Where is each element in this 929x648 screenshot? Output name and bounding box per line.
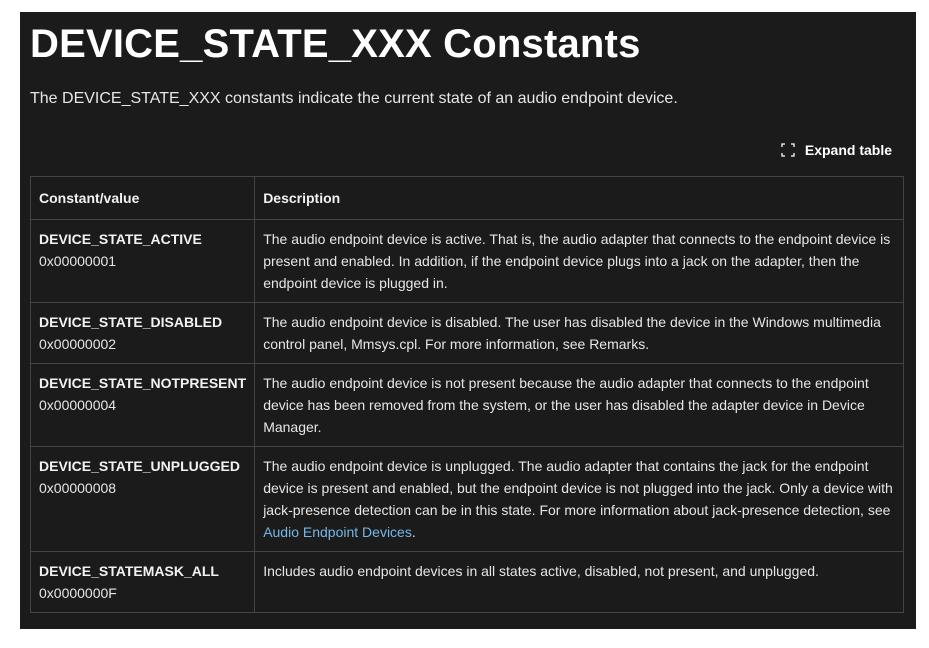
description-cell: The audio endpoint device is disabled. The user has disabled the device in the Windows multimedia control panel, Mmsys.cpl. For more information, see Remarks. xyxy=(255,303,904,364)
table-row xyxy=(31,220,904,303)
description-cell: Includes audio endpoint devices in all states active, disabled, not present, and unplugged. xyxy=(255,552,904,613)
description-text: The audio endpoint device is unplugged. The audio adapter that contains the jack for the endpoint device is present and enabled, but the endpoint device is not plugged into the jack. Only a device with jack-presence detection can be in this state. For more information about jack-presence detection, see xyxy=(263,458,893,518)
constant-name: DEVICE_STATE_DISABLED xyxy=(39,314,223,330)
constants-table xyxy=(30,176,904,613)
table-row xyxy=(31,447,904,552)
expand-table-label: Expand table xyxy=(804,142,892,158)
audio-endpoint-devices-link[interactable]: Audio Endpoint Devices xyxy=(263,524,412,540)
constant-name: DEVICE_STATEMASK_ALL xyxy=(39,563,219,579)
constant-name: DEVICE_STATE_ACTIVE xyxy=(39,231,202,247)
constant-value: 0x0000000F xyxy=(39,585,117,601)
column-header-constant: Constant/value xyxy=(31,177,255,220)
constant-value: 0x00000002 xyxy=(39,336,117,352)
expand-icon xyxy=(781,143,795,157)
constant-cell xyxy=(31,303,255,364)
doc-panel xyxy=(20,12,916,629)
constant-name: DEVICE_STATE_UNPLUGGED xyxy=(39,458,240,474)
description-cell xyxy=(255,447,904,552)
description-end: . xyxy=(411,524,416,540)
intro-text: The DEVICE_STATE_XXX constants indicate the current state of an audio endpoint device. xyxy=(30,90,678,107)
constant-value: 0x00000008 xyxy=(39,480,117,496)
description-cell: The audio endpoint device is active. That is, the audio adapter that connects to the endpoint device is present and enabled. In addition, if the endpoint device plugs into a jack on the adapter, then the endpoint device is plugged in. xyxy=(255,220,904,303)
table-row xyxy=(31,552,904,613)
column-header-description: Description xyxy=(255,177,904,220)
expand-table-button[interactable] xyxy=(781,142,892,158)
description-cell: The audio endpoint device is not present because the audio adapter that connects to the endpoint device has been removed from the system, or the user has disabled the adapter device in Device Manager. xyxy=(255,364,904,447)
constant-cell xyxy=(31,552,255,613)
constant-name: DEVICE_STATE_NOTPRESENT xyxy=(39,375,247,391)
constant-value: 0x00000004 xyxy=(39,397,117,413)
constant-cell xyxy=(31,220,255,303)
constant-value: 0x00000001 xyxy=(39,253,117,269)
constant-cell xyxy=(31,447,255,552)
table-row xyxy=(31,364,904,447)
constant-cell xyxy=(31,364,255,447)
page-title: DEVICE_STATE_XXX Constants xyxy=(30,22,641,66)
table-row xyxy=(31,303,904,364)
table-header-row xyxy=(31,177,904,220)
